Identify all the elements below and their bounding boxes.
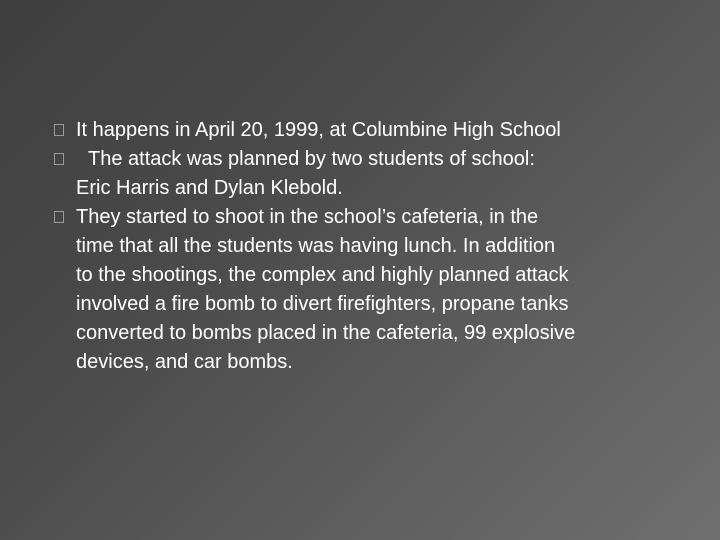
bullet-2-line-1: The attack was planned by two students of school:: [88, 148, 535, 170]
bullet-3-line-3: to the shootings, the complex and highly planned attack: [76, 264, 569, 286]
square-bullet-icon: [54, 153, 64, 165]
bullet-3-line-2: time that all the students was having lunch. In addition: [76, 235, 556, 257]
bullet-1-line-1: It happens in April 20, 1999, at Columbine High School: [76, 119, 561, 141]
square-bullet-icon: [54, 124, 64, 136]
square-bullet-icon: [54, 211, 64, 223]
bullet-3-line-6: devices, and car bombs.: [76, 351, 293, 373]
bullet-text-3: [76, 203, 694, 377]
bullet-item-1: [54, 116, 694, 145]
bullet-3-line-4: involved a fire bomb to divert firefighters, propane tanks: [76, 293, 569, 315]
bullet-item-3: [54, 203, 694, 377]
bullet-2-line-2: Eric Harris and Dylan Klebold.: [76, 177, 343, 199]
bullet-text-1: [76, 116, 694, 145]
bullet-3-line-1: They started to shoot in the school’s cafeteria, in the: [76, 206, 539, 228]
bullet-list: [54, 116, 694, 377]
bullet-item-2: [54, 145, 694, 203]
bullet-text-2: [76, 145, 694, 203]
bullet-3-line-5: converted to bombs placed in the cafeteria, 99 explosive: [76, 322, 576, 344]
